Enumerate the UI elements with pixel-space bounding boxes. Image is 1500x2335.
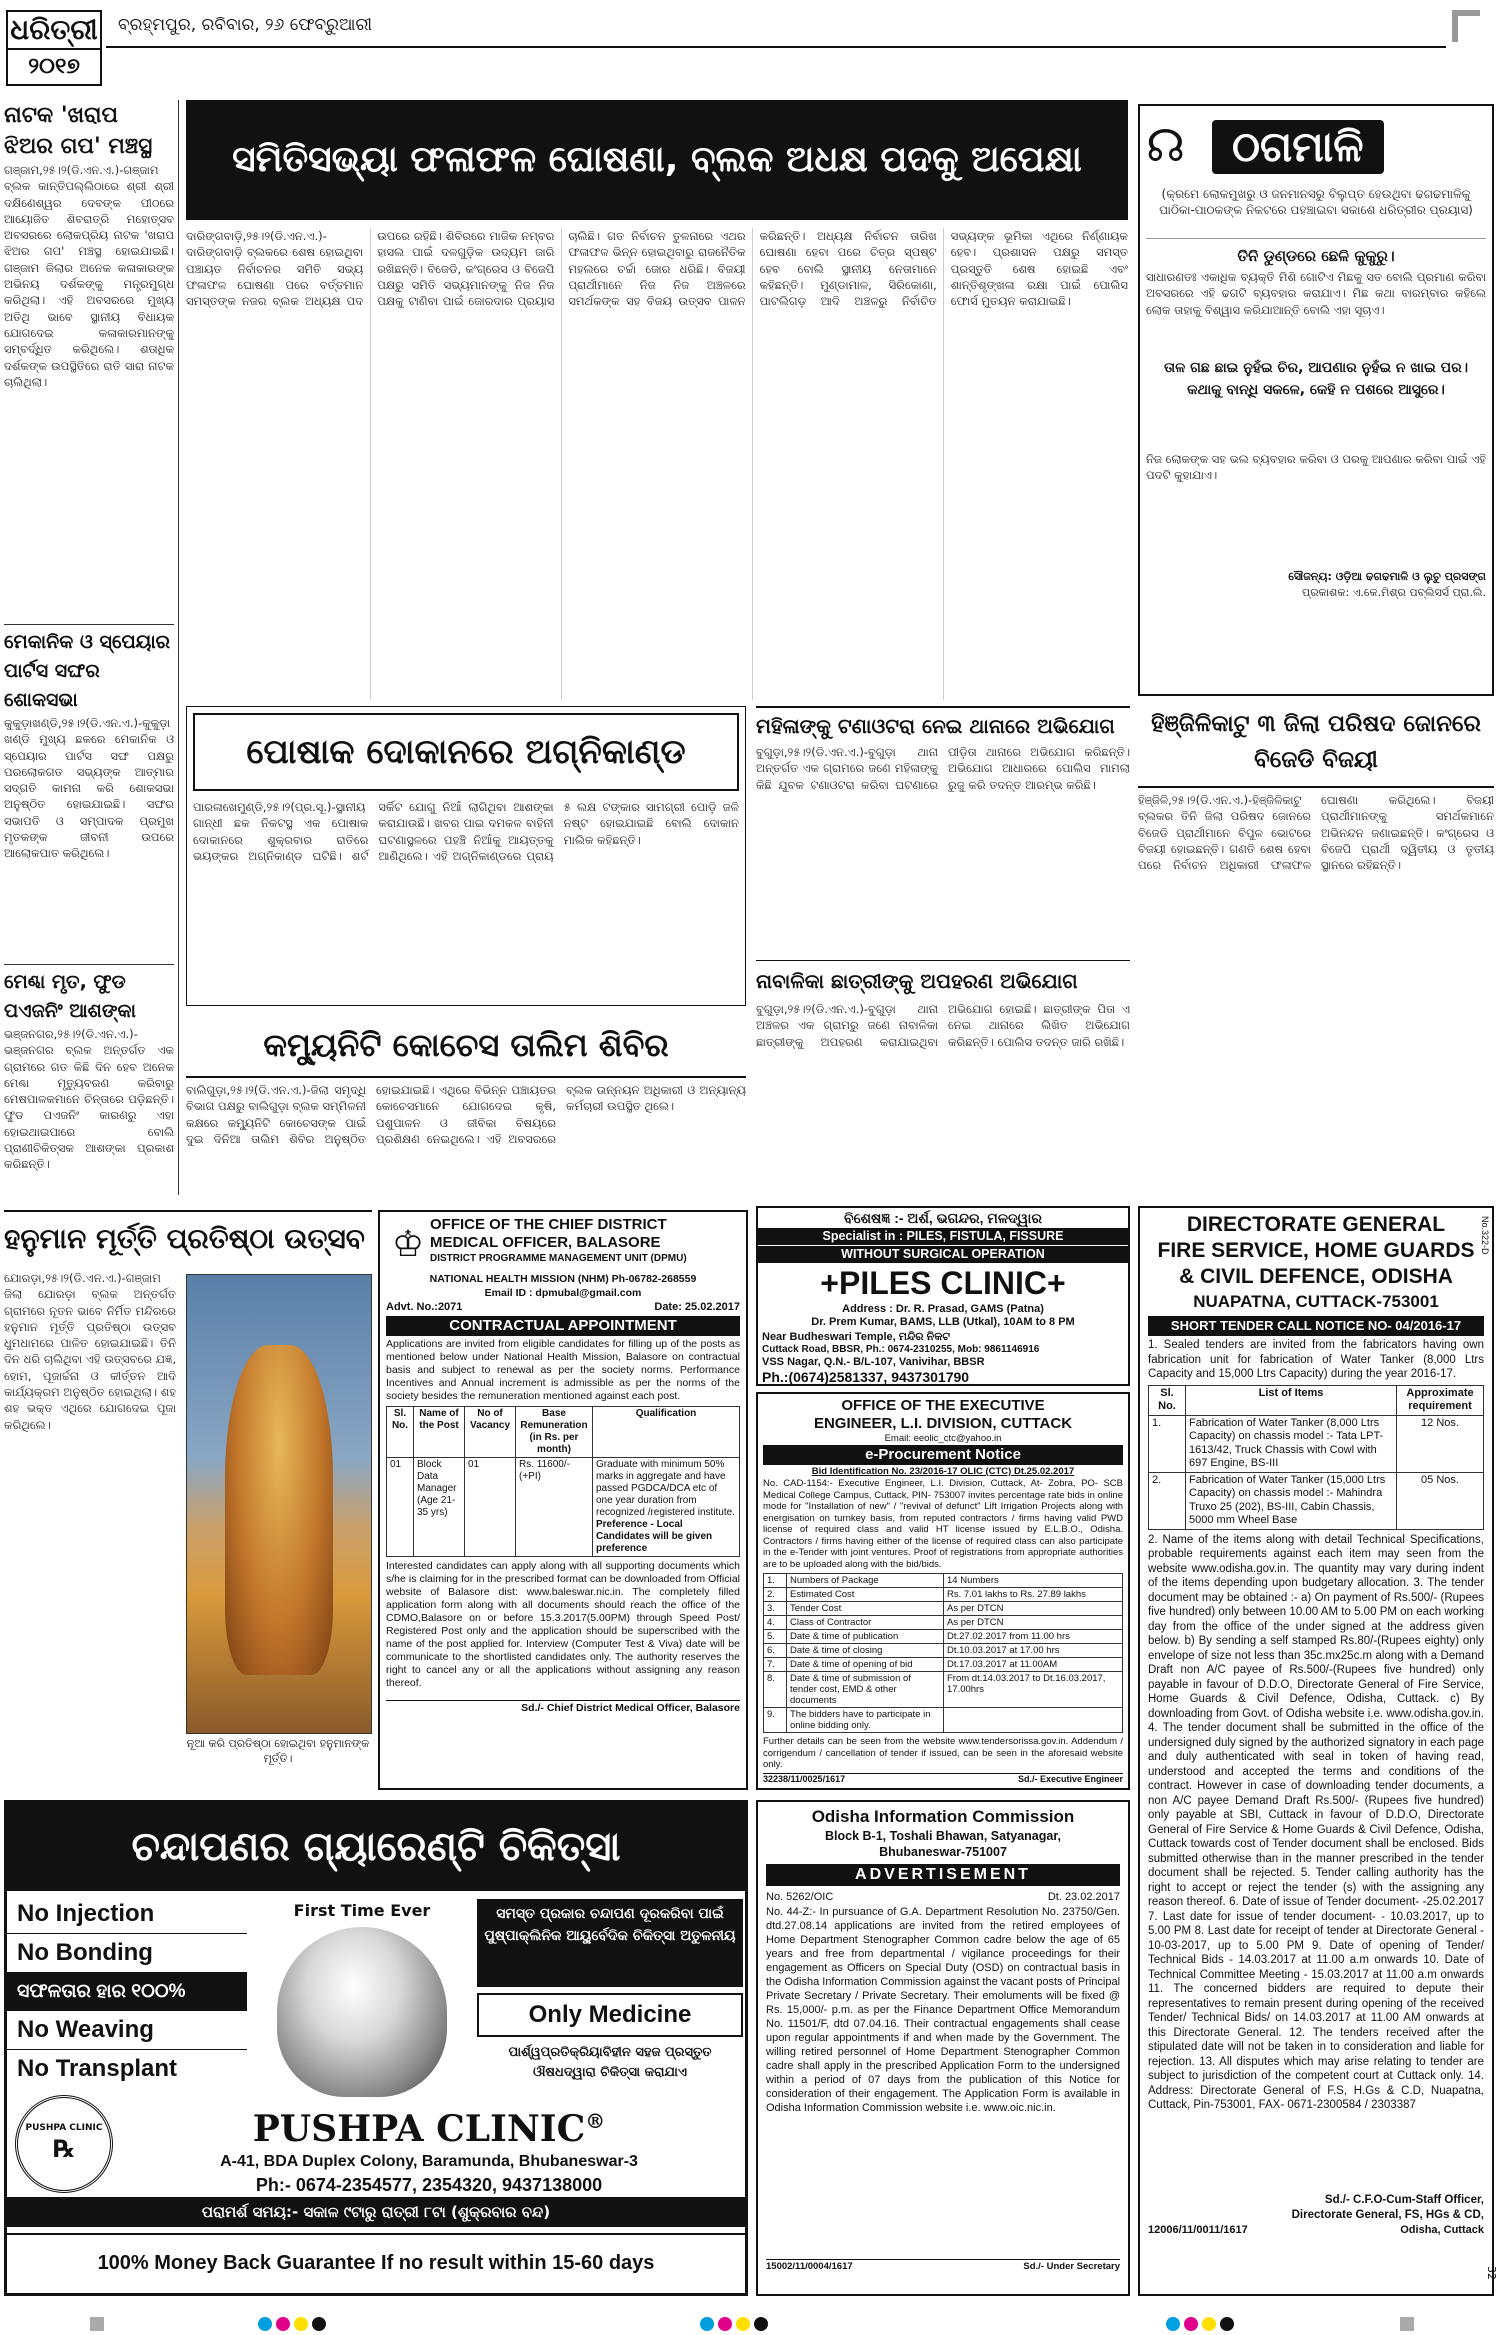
thagamali-proverb1: ତିନି ଡୁଣ୍ଡରେ ଛେଳି କୁକୁରୁ। xyxy=(1237,247,1395,265)
piles-bbsr: Cuttack Road, BBSR, Ph.: 0674-2310255, Mob: 9861146916 xyxy=(762,1344,1040,1355)
registration-strip xyxy=(0,2304,1500,2335)
table-row xyxy=(764,1602,1123,1616)
cyan-dot xyxy=(1166,2317,1180,2331)
table-row xyxy=(1149,1415,1484,1472)
ee-cell: 14 Numbers xyxy=(944,1574,1123,1588)
ee-email: Email: eeolic_ctc@yahoo.in xyxy=(884,1433,1002,1444)
gray-block xyxy=(1400,2317,1414,2331)
ee-title2: ENGINEER, L.I. DIVISION, CUTTACK xyxy=(813,1415,1073,1432)
piles-specialist-odia: ବିଶେଷଜ୍ଞ :- ଅର୍ଶ, ଭଗନ୍ଦର, ମଳଦ୍ୱାର xyxy=(844,1210,1042,1226)
thagamali-head xyxy=(1146,112,1486,182)
dg-code: 12006/11/0011/1617 xyxy=(1148,2223,1248,2236)
mechanic-body: କୁକୁଡ଼ାଖଣ୍ଡି,୨୫।୨(ଡି.ଏନ.ଏ.)-କୁକୁଡ଼ା ଖଣ୍ଡି ମୁଖ୍ୟ ଛକରେ ମେକାନିକ ଓ ସ୍ପେୟାର ପାର୍ଟସ ସଙ୍ଘ ପକ୍ଷରୁ ପରଲୋକଗତ ସଭ୍ୟଙ୍କ ଆତ୍ମାର ସଦ୍ଗତି କାମନା କରି ଶୋକସଭା ଅନୁଷ୍ଠିତ ହୋଇଯାଇଛି। ସଙ୍ଘର ସଭାପତି ଓ ସମ୍ପାଦକ ପ୍ରମୁଖ ମୃତକଙ୍କ ଜୀବନୀ ଉପରେ ଆଲୋକପାତ କରିଥିଲେ। xyxy=(4,716,174,861)
dg-sign1: Sd./- C.F.O-Cum-Staff Officer, xyxy=(1324,2193,1484,2206)
bald-head-image xyxy=(277,1927,447,2097)
pushpa-headline: ଚନ୍ଦାପଣର ଗ୍ୟାରେଣ୍ଟି ଚିକିତ୍ସା xyxy=(7,1803,745,1891)
dg-t3: & CIVIL DEFENCE, ODISHA xyxy=(1179,1265,1453,1288)
masthead-logo: ଧରିତ୍ରୀ xyxy=(10,13,98,46)
dg-th-items: List of Items xyxy=(1186,1385,1397,1415)
community-article xyxy=(186,1014,746,1196)
cdmo-sign: Sd./- Chief District Medical Officer, Balasore xyxy=(386,1700,740,1715)
ee-cell: Date & time of closing xyxy=(787,1644,944,1658)
piles-without: WITHOUT SURGICAL OPERATION xyxy=(758,1245,1128,1263)
thagamali-body1: ସାଧାରଣତଃ ଏକାଧିକ ବ୍ୟକ୍ତି ମିଶି ଗୋଟିଏ ମିଛକୁ ସତ ବୋଲି ପ୍ରମାଣ କରିବା ଅବସରରେ ଏହି ଢଗଟି ବ୍ୟବହାର କରାଯାଏ। ମିଛ କଥା ବାରମ୍ବାର କହିଲେ ଲୋକ ତାହାକୁ ବିଶ୍ୱାସ କରିଯାଆନ୍ତି ବୋଲି ଏହା ସୂଚାଏ। xyxy=(1146,270,1486,317)
table-row xyxy=(764,1630,1123,1644)
cdmo-unit: DISTRICT PROGRAMME MANAGEMENT UNIT (DPMU) xyxy=(430,1253,687,1264)
dg-r2-sl: 2. xyxy=(1149,1472,1186,1529)
oic-addr2: Bhubaneswar-751007 xyxy=(879,1845,1007,1859)
oic-sign: Sd./- Under Secretary xyxy=(1023,2261,1120,2272)
masthead xyxy=(0,0,1500,100)
lead-body: ଦାରିଙ୍ଗବାଡ଼ି,୨୫।୨(ଡି.ଏନ.ଏ.)-ଦାରିଙ୍ଗବାଡ଼ି ବ୍ଲକରେ ଶେଷ ହୋଇଥିବା ପଞ୍ଚାୟତ ନିର୍ବାଚନର ସମିତି ସଭ୍ୟ ଫଳାଫଳ ଘୋଷଣା ପରେ ବର୍ତ୍ତମାନ ସମସ୍ତଙ୍କ ନଜର ବ୍ଲକ ଅଧ୍ୟକ୍ଷ ପଦ ଉପରେ ରହିଛି। ଶିବିରରେ ମାଜିକ ନମ୍ବର ହାସଲ ପାଇଁ ଦଳଗୁଡ଼ିକ ଉଦ୍ୟମ ଜାରି ରଖିଛନ୍ତି। ବିଜେଡି, କଂଗ୍ରେସ ଓ ବିଜେପି ପକ୍ଷରୁ ସମିତି ସଭ୍ୟମାନଙ୍କୁ ନିଜ ନିଜ ପକ୍ଷକୁ ଟାଣିବା ପାଇଁ ଜୋରଦାର ପ୍ରୟାସ ଚାଲିଛି। ଗତ ନିର୍ବାଚନ ତୁଳନାରେ ଏଥର ଫଳାଫଳ ଭିନ୍ନ ହୋଇଥିବାରୁ ରାଜନୈତିକ ମହଲରେ ଚର୍ଚ୍ଚା ଜୋର ଧରିଛି। ବିଜୟୀ ପ୍ରାର୍ଥୀମାନେ ନିଜ ନିଜ ଅଞ୍ଚଳରେ ସମର୍ଥକଙ୍କ ସହ ବିଜୟ ଉତ୍ସବ ପାଳନ କରିଛନ୍ତି। ଅଧ୍ୟକ୍ଷ ନିର୍ବାଚନ ତାରିଖ ଘୋଷଣା ହେବା ପରେ ଚିତ୍ର ସ୍ପଷ୍ଟ ହେବ ବୋଲି ସ୍ଥାନୀୟ ନେତାମାନେ କହିଛନ୍ତି। ମୁଣ୍ଡାମାଳ, ସିରିକୋଣା, ପାଟଲିଗଡ଼ ଆଦି ଅଞ୍ଚଳରୁ ନିର୍ବାଚିତ ସଭ୍ୟଙ୍କ ଭୂମିକା ଏଥିରେ ନିର୍ଣ୍ଣାୟକ ହେବ। ପ୍ରଶାସନ ପକ୍ଷରୁ ସମସ୍ତ ପ୍ରସ୍ତୁତି ଶେଷ ହୋଇଛି ଏବଂ ଶାନ୍ତିଶୃଙ୍ଖଳା ରକ୍ଷା ପାଇଁ ପୋଲିସ ଫୋର୍ସ ମୁତୟନ କରାଯାଇଛି। xyxy=(186,229,1128,309)
table-row xyxy=(1149,1472,1484,1529)
cdmo-advt-no: Advt. No.:2071 xyxy=(386,1301,463,1313)
ee-cell: Dt.10.03.2017 at 17.00 hrs xyxy=(944,1644,1123,1658)
cdmo-th-post: Name of the Post xyxy=(414,1407,465,1458)
pushpa-phone: Ph:- 0674-2354577, 2354320, 9437138000 xyxy=(255,2175,603,2195)
magenta-dot xyxy=(718,2317,732,2331)
ee-cell: Dt.27.02.2017 from 11.00 hrs xyxy=(944,1630,1123,1644)
cyan-dot xyxy=(700,2317,714,2331)
col1-divider xyxy=(178,100,179,1195)
table-row xyxy=(764,1708,1123,1733)
hinjili-body: ହିଞ୍ଜିଳି,୨୫।୨(ଡି.ଏନ.ଏ.)-ହିଞ୍ଜିଳିକାଟୁ ବ୍ଲକର ତିନି ଜିଲା ପରିଷଦ ଜୋନରେ ବିଜେଡି ପ୍ରାର୍ଥୀମାନେ ବିପୁଳ ଭୋଟରେ ବିଜୟୀ ହୋଇଛନ୍ତି। ଗଣତି ଶେଷ ହେବା ପରେ ନିର୍ବାଚନ ଅଧିକାରୀ ଫଳାଫଳ ଘୋଷଣା କରିଥିଲେ। ବିଜୟୀ ପ୍ରାର୍ଥୀମାନଙ୍କୁ ସମର୍ଥକମାନେ ଅଭିନନ୍ଦନ ଜଣାଇଛନ୍ତି। କଂଗ୍ରେସ ଓ ବିଜେପି ପ୍ରାର୍ଥୀ ଦ୍ୱିତୀୟ ଓ ତୃତୀୟ ସ୍ଥାନରେ ରହିଛନ୍ତି। xyxy=(1138,793,1494,873)
ee-cell: 7. xyxy=(764,1658,787,1672)
pushpa-address: A-41, BDA Duplex Colony, Baramunda, Bhubaneswar-3 xyxy=(220,2153,638,2170)
pushpa-no2: No Bonding xyxy=(7,1934,247,1973)
ee-cell: Class of Contractor xyxy=(787,1616,944,1630)
table-row xyxy=(764,1616,1123,1630)
dg-sign3: Odisha, Cuttack xyxy=(1400,2223,1484,2236)
fire-headline: ପୋଷାକ ଦୋକାନରେ ଅଗ୍ନିକାଣ୍ଡ xyxy=(193,713,739,791)
black-dot xyxy=(754,2317,768,2331)
pushpa-seal-text: PUSHPA CLINIC xyxy=(25,2123,103,2133)
pushpa-timing: ପରାମର୍ଶ ସମୟ:- ସକାଳ ୯ଟାରୁ ରାତ୍ରୀ ୮ଟା (ଶୁକ୍ରବାର ବନ୍ଦ) xyxy=(7,2197,745,2227)
oic-body: No. 44-Z:- In pursuance of G.A. Department Resolution No. 23750/Gen. dtd.27.08.14 applications are invited from the retired employees of Home Department Stenographer Common cadre below the age of 65 years and free from departmental / vigilance proceedings for their engagement as Officers on Special Duty (OSD) on contractual basis in the Odisha Information Commission against the vacant posts of Principal Private Secretary / Private Secretary. Their emoluments will be fixed @ Rs. 15,000/- p.m. as per the Finance Department Office Memorandum No. 11501/F, dtd 07.04.16. Their contractual engagements shall cease upon regular appointments if and when made by the Government. The willing retired personnel of Home Department Stenographer Common cadre shall apply in the prescribed Application Form to the undersigned within a period of 07 days from the publication of this Notice for consideration of their engagement. The Application Form is available in Odisha Information Commission website i.e. www.oic.nic.in. xyxy=(766,1906,1120,2114)
ee-cell: Numbers of Package xyxy=(787,1574,944,1588)
masthead-dateline: ବ୍ରହ୍ମପୁର, ରବିବାର, ୨୬ ଫେବ୍ରୁଆରୀ xyxy=(118,15,373,35)
mechanic-headline: ମେକାନିକ ଓ ସ୍ପେୟାର ପାର୍ଟସ ସଙ୍ଘର ଶୋକସଭା xyxy=(4,631,171,711)
mechanic-article xyxy=(4,624,174,954)
dg-notice: SHORT TENDER CALL NOTICE NO- 04/2016-17 xyxy=(1148,1316,1484,1336)
sheep-headline: ମେଣ୍ଢା ମୃତ, ଫୁଡ ପଏଜନିଂ ଆଶଙ୍କା xyxy=(4,971,136,1022)
ee-cell: 8. xyxy=(764,1672,787,1708)
minor-headline: ନାବାଳିକା ଛାତ୍ରୀଙ୍କୁ ଅପହରଣ ଅଭିଯୋଗ xyxy=(756,969,1078,993)
ee-table xyxy=(763,1573,1123,1733)
minor-body: ବୁଗୁଡ଼ା,୨୫।୨(ଡି.ଏନ.ଏ.)-ବୁଗୁଡ଼ା ଥାନା ଅଞ୍ଚଳର ଏକ ଗ୍ରାମରୁ ଜଣେ ନାବାଳିକା ଛାତ୍ରୀଙ୍କୁ ଅପହରଣ କରାଯାଇଥିବା ଅଭିଯୋଗ ହୋଇଛି। ଛାତ୍ରୀଙ୍କ ପିତା ଏ ନେଇ ଥାନାରେ ଲିଖିତ ଅଭିଯୋଗ କରିଛନ୍ତି। ପୋଲିସ ତଦନ୍ତ ଜାରି ରଖିଛି। xyxy=(756,1002,1130,1049)
cdmo-footer: Interested candidates can apply along with all supporting documents which s/he is claiming for in the prescribed format can be downloaded from Official website of Balasore dist: www.baleswar.nic.in. The completely filled application form along with all documents should reach the office of the CDMO,Balasore on or before 15.3.2017(5.00PM) through Speed Post/ Registered Post only and the application should be superscribed with the name of the post applied for. Interview (Computer Test & Viva) date will be communicate to the shortlisted candidates only. The authority reserves the right to cancel any or all the applications without assigning any reason thereof. xyxy=(386,1560,740,1689)
ee-cell: Date & time of publication xyxy=(787,1630,944,1644)
ee-title1: OFFICE OF THE EXECUTIVE xyxy=(841,1397,1045,1414)
table-row xyxy=(764,1672,1123,1708)
pushpa-advert xyxy=(4,1800,748,2296)
magenta-dot xyxy=(276,2317,290,2331)
table-row xyxy=(764,1644,1123,1658)
cyan-dot xyxy=(258,2317,272,2331)
hanuman-article xyxy=(4,1210,372,1790)
community-headline: କମ୍ୟୁନିଟି କୋଚେସ ତାଲିମ ଶିବିର xyxy=(186,1014,746,1078)
minor-article xyxy=(756,960,1130,1196)
ee-cell: Tender Cost xyxy=(787,1602,944,1616)
fire-body: ପାରଳାଖେମୁଣ୍ଡି,୨୫।୨(ପ୍ର.ସୂ.)-ସ୍ଥାନୀୟ ଗାନ୍ଧୀ ଛକ ନିକଟସ୍ଥ ଏକ ପୋଷାକ ଦୋକାନରେ ଶୁକ୍ରବାର ରାତିରେ ଭୟଙ୍କର ଅଗ୍ନିକାଣ୍ଡ ଘଟିଛି। ଶର୍ଟ ସର୍କିଟ ଯୋଗୁ ନିଆଁ ଲାଗିଥିବା ଆଶଙ୍କା କରାଯାଉଛି। ଖବର ପାଇ ଦମକଳ ବାହିନୀ ଘଟଣାସ୍ଥଳରେ ପହଞ୍ଚି ନିଆଁକୁ ଆୟତ୍ତକୁ ଆଣିଥିଲେ। ଏହି ଅଗ୍ନିକାଣ୍ଡରେ ପ୍ରାୟ ୫ ଲକ୍ଷ ଟଙ୍କାର ସାମଗ୍ରୀ ପୋଡ଼ି ଜଳି ନଷ୍ଟ ହୋଇଯାଇଛି ବୋଲି ଦୋକାନ ମାଲିକ କହିଛନ୍ତି। xyxy=(193,800,739,863)
table-row xyxy=(764,1588,1123,1602)
dg-side-no: No.322-D xyxy=(1480,1216,1490,1255)
page-number: 32 xyxy=(1485,2266,1498,2280)
sheep-article xyxy=(4,964,174,1196)
hinjili-article xyxy=(1138,706,1494,1196)
thagamali-publisher: ପ୍ରକାଶକ: ଏ.କେ.ମିଶ୍ର ପବ୍ଲିସର୍ସ ପ୍ରା.ଲି. xyxy=(1301,586,1486,599)
piles-name: +PILES CLINIC+ xyxy=(820,1265,1066,1301)
pushpa-odia1: ସମସ୍ତ ପ୍ରକାର ଚନ୍ଦାପଣ ଦୂରକରିବା ପାଇଁ ପୁଷ୍ପାକ୍ଲିନିକ ଆୟୁର୍ବେଦିକ ଚିକିତ୍ସା ଅତୁଳନୀୟ xyxy=(477,1899,743,1987)
oic-heading: ADVERTISEMENT xyxy=(766,1864,1120,1886)
cdmo-mission: NATIONAL HEALTH MISSION (NHM) Ph-06782-268559 xyxy=(429,1273,697,1285)
ee-code: 32238/11/0025/1617 xyxy=(763,1773,846,1784)
ee-cell: From dt.14.03.2017 to Dt.16.03.2017, 17.00hrs xyxy=(944,1672,1123,1708)
community-body: ବାଲିଗୁଡ଼ା,୨୫।୨(ଡି.ଏନ.ଏ.)-ଜିଲା ସମୃଦ୍ଧି ବିଭାଗ ପକ୍ଷରୁ ବାଲିଗୁଡ଼ା ବ୍ଲକ ସମ୍ମିଳନୀ କକ୍ଷରେ କମ୍ୟୁନିଟି କୋଚେସଙ୍କ ପାଇଁ ଦୁଇ ଦିନିଆ ତାଲିମ ଶିବିର ଅନୁଷ୍ଠିତ ହୋଇଯାଇଛି। ଏଥିରେ ବିଭିନ୍ନ ପଞ୍ଚାୟତର କୋଚେସମାନେ ଯୋଗଦେଇ କୃଷି, ପଶୁପାଳନ ଓ ଜୀବିକା ବିଷୟରେ ପ୍ରଶିକ୍ଷଣ ନେଇଥିଲେ। ଏହି ଅବସରରେ ବ୍ଲକ ଉନ୍ନୟନ ଅଧିକାରୀ ଓ ଅନ୍ୟାନ୍ୟ କର୍ମଚାରୀ ଉପସ୍ଥିତ ଥିଲେ। xyxy=(186,1083,746,1146)
dg-sign2: Directorate General, FS, HGs & CD, xyxy=(1291,2208,1484,2221)
dg-table xyxy=(1148,1385,1484,1530)
thagamali-body2: ନିଜ ଲୋକଙ୍କ ସହ ଭଲ ବ୍ୟବହାର କରିବା ଓ ପରକୁ ଆପଣାର କରିବା ପାଇଁ ଏହି ପଦଟି କୁହାଯାଏ। xyxy=(1146,452,1486,483)
thagamali-credits: ସୌଜନ୍ୟ: ଓଡ଼ିଆ ଢଗଢମାଳି ଓ ଲୁଚୁ ପ୍ରସଙ୍ଗ xyxy=(1288,570,1486,583)
pushpa-only: Only Medicine xyxy=(477,1993,743,2037)
black-dot xyxy=(1220,2317,1234,2331)
gray-block xyxy=(90,2317,104,2331)
ee-cell: 2. xyxy=(764,1588,787,1602)
ee-heading: e-Procurement Notice xyxy=(763,1445,1123,1465)
dg-r1-sl: 1. xyxy=(1149,1415,1186,1472)
women-body: ବୁଗୁଡ଼ା,୨୫।୨(ଡି.ଏନ.ଏ.)-ବୁଗୁଡ଼ା ଥାନା ଅନ୍ତର୍ଗତ ଏକ ଗ୍ରାମରେ ଜଣେ ମହିଳାଙ୍କୁ କିଛି ଯୁବକ ଟଣାଓଟରା କରିବା ଘଟଣାରେ ପୀଡ଼ିତା ଥାନାରେ ଅଭିଯୋଗ କରିଛନ୍ତି। ଅଭିଯୋଗ ଆଧାରରେ ପୋଲିସ ମାମଲା ରୁଜୁ କରି ତଦନ୍ତ ଆରମ୍ଭ କରିଛି। xyxy=(756,745,1130,792)
masthead-logo-box xyxy=(6,10,102,86)
piles-specialist: Specialist in : PILES, FISTULA, FISSURE xyxy=(758,1228,1128,1245)
dg-t4: NUAPATNA, CUTTACK-753001 xyxy=(1193,1292,1439,1311)
ee-cell: As per DTCN xyxy=(944,1616,1123,1630)
pushpa-success: ସଫଳତାର ହାର ୧୦୦% xyxy=(7,1973,247,2011)
ee-cell: The bidders have to participate in online bidding only. xyxy=(787,1708,944,1733)
cdmo-row-remuneration: Rs. 11600/-(+PI) xyxy=(516,1458,593,1557)
dg-advert xyxy=(1138,1206,1494,2296)
ee-cell: Estimated Cost xyxy=(787,1588,944,1602)
oic-no: No. 5262/OIC xyxy=(766,1891,834,1903)
cdmo-heading: CONTRACTUAL APPOINTMENT xyxy=(386,1316,740,1336)
cdmo-intro: Applications are invited from eligible candidates for filling up of the posts as mentioned below under National Health Mission, Balasore on contractual basis and subject to renewal as per the society norms. Performance Incentives and Annual increment is admissible as per the norms of the society besides the remuneration mentioned against each post. xyxy=(386,1338,740,1402)
dg-th-sl: Sl. No. xyxy=(1149,1385,1186,1415)
cdmo-date: Date: 25.02.2017 xyxy=(654,1301,740,1313)
ee-body: No. CAD-1154:- Executive Engineer, L.I. Division, Cuttack, At- Zobra, PO- SCB Medical College Campus, Cuttack, PIN- 753007 invites percentage rate bids in online mode for "Installation of new" / "revival of defunct" Lift Irrigation Projects along with energisation on turnkey basis, from reputed contractors / firms having valid PWD license of required class and valid HT license issued by E.L.B.O., Odisha. Contractors / firms having either of the license of required class can also participate in the e-Tender with joint ventures. Proof of registrations from appropriate authorities are to be uploaded along with the bid/bids. xyxy=(763,1478,1123,1570)
pushpa-odia2: ପାର୍ଶ୍ୱପ୍ରତିକ୍ରିୟାବିହୀନ ସହଜ ପ୍ରସ୍ତୁତ ଔଷଧଦ୍ୱାରା ଚିକିତ୍ସା କରାଯାଏ xyxy=(508,2045,712,2080)
dg-r1-item: Fabrication of Water Tanker (8,000 Ltrs Capacity) on chassis model :- Tata LPT-1613/42, Truck Chassis with Cowl with 697 Engine, BS-III xyxy=(1186,1415,1397,1472)
pushpa-guarantee: 100% Money Back Guarantee If no result within 15-60 days xyxy=(7,2233,745,2291)
ee-cell: 9. xyxy=(764,1708,787,1733)
women-headline: ମହିଳାଙ୍କୁ ଟଣାଓଟରା ନେଇ ଥାନାରେ ଅଭିଯୋଗ xyxy=(756,714,1115,738)
dg-r2-item: Fabrication of Water Tanker (15,000 Ltrs Capacity) on chassis model :- Mahindra Truxo 25 (202), BS-III, Cabin Chassis, 5000 mm Wheel Base xyxy=(1186,1472,1397,1529)
thagamali-verse: ତାଳ ଗଛ ଛାଇ ନୁହଁଇ ଚିର, ଆପଣାର ନୁହଁଇ ନ ଖାଇ ପର। କଥାକୁ ବାନ୍ଧି ସକଳେ, କେହି ନ ପଶରେ ଆସୁରେ। xyxy=(1164,360,1468,398)
piles-doctor: Dr. Prem Kumar, BAMS, LLB (Utkal), 10AM to 8 PM xyxy=(811,1316,1075,1328)
thagamali-title: ଠଗମାଳି xyxy=(1212,120,1384,174)
dg-body: 2. Name of the items along with detail Technical Specifications, probable requirements against each item may seen from the website www.odisha.gov.in. The quantity may vary during indent of the items depending upon budgetary allocation. 3. The tender document may be obtained :- a) On payment of Rs.500/- (Rupees five hundred) only between 10.00 AM to 5.00 PM on each working day from the office of the under signed at the address given below. b) By sending a self stamped Rs.80/-(Rupees eighty) only envelope of size not less than 35c.mx25c.m along with a Demand Draft non A/C payee of Rs.500/-(Rupees five hundred) only payable in favour of D.D.O, Directorate General of Fire Service, Home Guards & Civil Defence, Odisha, Cuttack. c) By downloading from Govt. of Odisha website i.e. www.odisha.gov.in. 4. The tender document shall be submitted in the office of the undersigned duly signed by the authorized signatory in each page and duly authenticated with seal in token of having read, understood and accepted the terms and conditions of the contract. However in case of downloading tender documents, a non A/C payee Demand Draft Rs.500/- (Rupees five hundred) only payable at SBI, Cuttack in favour of D.D.O, Directorate General of Fire Service & Home Guards & Civil Defence, Odisha, Cuttack towards cost of Tender document shall be enclosed. Bids submitted otherwise than in the manner prescribed in the tender document shall be rejected. 5. Tender calling authority has the right to accept or reject the tender (s) with the assigning any reason thereof. 6. Date of issue of Tender document- -25.02.2017 7. Last date for issue of tender document- - 10.03.2017, up to 5.00 PM 8. Last date for receipt of tender at Directorate General - 10-03-2017, up to 5.00 PM 9. Date of opening of Tender/ Technical Bids - 14.03.2017 at 11.00 a.m onwards 10. Date of Technical Committee Meeting - 15.03.2017 at 11.00 a.m onwards 11. The concerned bidders are required to depute their representatives to remain present during opening of the received Tender/ Technical Bids/ on 14.03.2017 at 11.00 AM onwards at this Directorate General. 12. The tenders received after the stipulated date will not be taken in to consideration and liable for rejection. 13. All disputes which may arise relating to tender are subject to jurisdiction of the competent court at Cuttack only. 14. Address: Directorate General of F.S, H.Gs & C.D, Nuapatna, Cuttack, Pin-753001, FAX- 0671-2300584 / 2303387 xyxy=(1148,1533,1484,2111)
table-row xyxy=(387,1458,740,1557)
lead-headline: ସମିତିସଭ୍ୟା ଫଳାଫଳ ଘୋଷଣା, ବ୍ଲକ ଅଧକ୍ଷ ପଦକୁ ଅପେକ୍ଷା xyxy=(232,139,1082,180)
piles-near: Near Budheswari Temple, ମନ୍ଦିର ନିକଟ xyxy=(762,1331,950,1343)
dg-t1: DIRECTORATE GENERAL xyxy=(1186,1213,1446,1236)
pushpa-first: First Time Ever xyxy=(293,1901,431,1920)
cdmo-title1: OFFICE OF THE CHIEF DISTRICT xyxy=(430,1216,667,1233)
thagamali-intro: (କ୍ରମେ ଲୋକମୁଖରୁ ଓ ଜନମାନସରୁ ବିଲୁପ୍ତ ହେଉଥିବା ଢଗଢମାଳିକୁ ପାଠିକା-ପାଠକଙ୍କ ନିକଟରେ ପହଞ୍ଚାଇବା ସକାଶେ ଧରିତ୍ରୀର ପ୍ରୟାସ) xyxy=(1146,186,1486,239)
table-row xyxy=(764,1658,1123,1672)
cdmo-th-qualification: Qualification xyxy=(593,1407,740,1458)
cdmo-row-qualification: Graduate with minimum 50% marks in aggregate and have passed PGDCA/DCA etc of one year duration from recognized /registered institute. xyxy=(596,1459,735,1518)
cdmo-row-post: Block Data Manager (Age 21-35 yrs) xyxy=(414,1458,465,1557)
speaker-face-icon: ☊ xyxy=(1146,121,1186,172)
dg-intro: 1. Sealed tenders are invited from the fabricators having own fabrication unit for fabrication of Water Tanker (8,000 Ltrs Capacity and 15,000 Ltrs Capacity) during the year 2016-17. xyxy=(1148,1339,1484,1380)
ee-cell: 4. xyxy=(764,1616,787,1630)
piles-address: Address : Dr. R. Prasad, GAMS (Patna) xyxy=(842,1303,1044,1315)
lead-headline-bar xyxy=(186,100,1128,220)
ee-advert xyxy=(756,1392,1130,1790)
ee-cell xyxy=(944,1708,1123,1733)
dg-th-req: Approximate requirement xyxy=(1397,1385,1484,1415)
fire-article xyxy=(186,706,746,1006)
cdmo-advert xyxy=(378,1210,748,1790)
oic-addr1: Block B-1, Toshali Bhawan, Satyanagar, xyxy=(825,1829,1061,1843)
cdmo-row-vacancy: 01 xyxy=(465,1458,516,1557)
ee-cell: Rs. 7.01 lakhs to Rs. 27.89 lakhs xyxy=(944,1588,1123,1602)
pushpa-no3: No Weaving xyxy=(7,2011,247,2050)
drama-body: ଗଞ୍ଜାମ,୨୫।୨(ଡି.ଏନ.ଏ.)-ଗଞ୍ଜାମ ବ୍ଲକ କାନ୍ତିପଲ୍ଲିଠାରେ ଶ୍ରୀ ଶ୍ରୀ ଦକ୍ଷିଣେଶ୍ୱର ଦେବଙ୍କ ପୀଠରେ ଆୟୋଜିତ ଶିବରାତ୍ରି ମହୋତ୍ସବ ଅବସରରେ ଲୋକପ୍ରିୟ ନାଟକ 'ଖରାପ ଝିଅର ଗପ' ମଞ୍ଚସ୍ଥ ହୋଇଯାଇଛି। ଗଞ୍ଜାମ ଜିଲାର ଅନେକ କଳାକାରଙ୍କ ଅଭିନୟ ଦର୍ଶକଙ୍କୁ ମନ୍ତ୍ରମୁଗ୍ଧ କରିଥିଲା। ଏହି ଅବସରରେ ମୁଖ୍ୟ ଅତିଥି ଭାବେ ସ୍ଥାନୀୟ ବିଧାୟକ ଯୋଗଦେଇ କଳାକାରମାନଙ୍କୁ ସମ୍ବର୍ଦ୍ଧିତ କରିଥିଲେ। ଶତାଧିକ ଦର୍ଶକଙ୍କ ଉପସ୍ଥିତିରେ ରାତି ସାରା ନାଟକ ଚାଲିଥିଲା। xyxy=(4,163,174,389)
ee-sign: Sd./- Executive Engineer xyxy=(1017,1773,1123,1784)
oic-date: Dt. 23.02.2017 xyxy=(1047,1891,1120,1903)
cdmo-email: Email ID : dpmubal@gmail.com xyxy=(484,1287,642,1299)
yellow-dot xyxy=(294,2317,308,2331)
ee-footer: Further details can be seen from the website www.tendersorissa.gov.in. Addendum / corrigendum / cancellation of tender if issued, can be seen in the aforesaid website only. xyxy=(763,1736,1123,1770)
ee-cell: Dt.17.03.2017 at 11.00AM xyxy=(944,1658,1123,1672)
masthead-rule xyxy=(106,46,1446,48)
table-row xyxy=(764,1574,1123,1588)
sheep-body: ଭଞ୍ଜନଗର,୨୫।୨(ଡି.ଏନ.ଏ.)-ଭଞ୍ଜନଗର ବ୍ଲକ ଅନ୍ତର୍ଗତ ଏକ ଗ୍ରାମରେ ଗତ କିଛି ଦିନ ହେବ ଅନେକ ମେଣ୍ଢା ମୃତ୍ୟୁବରଣ କରିବାରୁ ମେଷପାଳକମାନେ ଚିନ୍ତାରେ ପଡ଼ିଛନ୍ତି। ଫୁଡ ପଏଜନିଂ କାରଣରୁ ଏହା ହୋଇଥାଇପାରେ ବୋଲି ପ୍ରାଣୀଚିକିତ୍ସକ ଆଶଙ୍କା ପ୍ରକାଶ କରିଛନ୍ତି। xyxy=(4,1027,174,1172)
hanuman-body: ଯୋରଡ଼ା,୨୫।୨(ଡି.ଏନ.ଏ.)-ଗଞ୍ଜାମ ଜିଲା ଯୋରଡ଼ା ବ୍ଲକ ଅନ୍ତର୍ଗତ ଗ୍ରାମରେ ନୂତନ ଭାବେ ନିର୍ମିତ ମନ୍ଦିରରେ ହନୁମାନ ମୂର୍ତ୍ତି ପ୍ରତିଷ୍ଠା ଉତ୍ସବ ଧୁମଧାମରେ ପାଳିତ ହୋଇଯାଇଛି। ତିନି ଦିନ ଧରି ଚାଲିଥିବା ଏହି ଉତ୍ସବରେ ଯଜ୍ଞ, ହୋମ, ପୂଜାର୍ଚ୍ଚନା ଓ କୀର୍ତ୍ତନ ଆଦି କାର୍ଯ୍ୟକ୍ରମ ଅନୁଷ୍ଠିତ ହୋଇଥିଲା। ଶହ ଶହ ଭକ୍ତ ଏଥିରେ ଯୋଗଦେଇ ପୂଜା କରିଥିଲେ। xyxy=(4,1271,176,1432)
drama-headline: ନାଟକ 'ଖରାପ ଝିଅର ଗପ' ମଞ୍ଚସ୍ଥ xyxy=(4,103,153,159)
ee-cell: Date & time of submission of tender cost, EMD & other documents xyxy=(787,1672,944,1708)
piles-advert xyxy=(756,1206,1130,1386)
emblem-icon: ♔ xyxy=(391,1223,425,1264)
ee-cell: 5. xyxy=(764,1630,787,1644)
ee-cell: 3. xyxy=(764,1602,787,1616)
hinjili-headline: ହିଞ୍ଜିଳିକାଟୁ ୩ ଜିଲା ପରିଷଦ ଜୋନରେ ବିଜେଡି ବିଜୟୀ xyxy=(1138,706,1494,788)
ee-cell: 6. xyxy=(764,1644,787,1658)
dg-t2: FIRE SERVICE, HOME GUARDS xyxy=(1157,1239,1475,1262)
hanuman-photo xyxy=(186,1274,372,1734)
magenta-dot xyxy=(1184,2317,1198,2331)
oic-code: 15002/11/0004/1617 xyxy=(766,2261,853,2272)
hanuman-figure xyxy=(225,1345,333,1675)
oic-advert xyxy=(756,1800,1130,2296)
hanuman-caption: ନୂଆ କରି ପ୍ରତିଷ୍ଠା ହୋଇଥିବା ହନୁମାନଙ୍କ ମୂର୍ତ୍ତି। xyxy=(186,1737,370,1765)
cdmo-th-sl: Sl. No. xyxy=(387,1407,414,1458)
pushpa-reg: ® xyxy=(585,2109,606,2133)
ee-cell: 1. xyxy=(764,1574,787,1588)
cdmo-preference: Preference - Local Candidates will be given preference xyxy=(596,1519,713,1554)
thagamali-box xyxy=(1138,104,1494,696)
pushpa-no1: No Injection xyxy=(7,1895,247,1934)
ee-bid-id: Bid Identification No. 23/2016-17 OLIC (CTC) Dt.25.02.2017 xyxy=(811,1466,1075,1477)
ee-cell: As per DTCN xyxy=(944,1602,1123,1616)
cdmo-table xyxy=(386,1406,740,1557)
piles-vss: VSS Nagar, Q.N.- B/L-107, Vanivihar, BBSR xyxy=(762,1356,985,1368)
drama-article xyxy=(4,100,174,620)
piles-ph: Ph.:(0674)2581337, 9437301790 xyxy=(762,1369,970,1385)
pushpa-seal xyxy=(15,2095,113,2193)
women-article xyxy=(756,706,1130,956)
black-dot xyxy=(312,2317,326,2331)
dg-r1-req: 12 Nos. xyxy=(1397,1415,1484,1472)
cdmo-row-sl: 01 xyxy=(387,1458,414,1557)
hanuman-headline: ହନୁମାନ ମୂର୍ତ୍ତି ପ୍ରତିଷ୍ଠା ଉତ୍ସବ xyxy=(4,1222,365,1255)
yellow-dot xyxy=(736,2317,750,2331)
masthead-year: ୨୦୧୭ xyxy=(8,48,100,84)
cdmo-title2: MEDICAL OFFICER, BALASORE xyxy=(430,1234,661,1251)
dg-r2-req: 05 Nos. xyxy=(1397,1472,1484,1529)
pushpa-no4: No Transplant xyxy=(17,2055,178,2082)
corner-bracket-icon xyxy=(1452,10,1480,42)
yellow-dot xyxy=(1202,2317,1216,2331)
oic-title: Odisha Information Commission xyxy=(811,1807,1075,1826)
cdmo-th-vacancy: No of Vacancy xyxy=(465,1407,516,1458)
ee-cell: Date & time of opening of bid xyxy=(787,1658,944,1672)
pushpa-clinic: PUSHPA CLINIC xyxy=(252,2108,586,2150)
pushpa-seal-mark: ℞ xyxy=(53,2135,75,2163)
cdmo-th-remuneration: Base Remuneration (in Rs. per month) xyxy=(516,1407,593,1458)
